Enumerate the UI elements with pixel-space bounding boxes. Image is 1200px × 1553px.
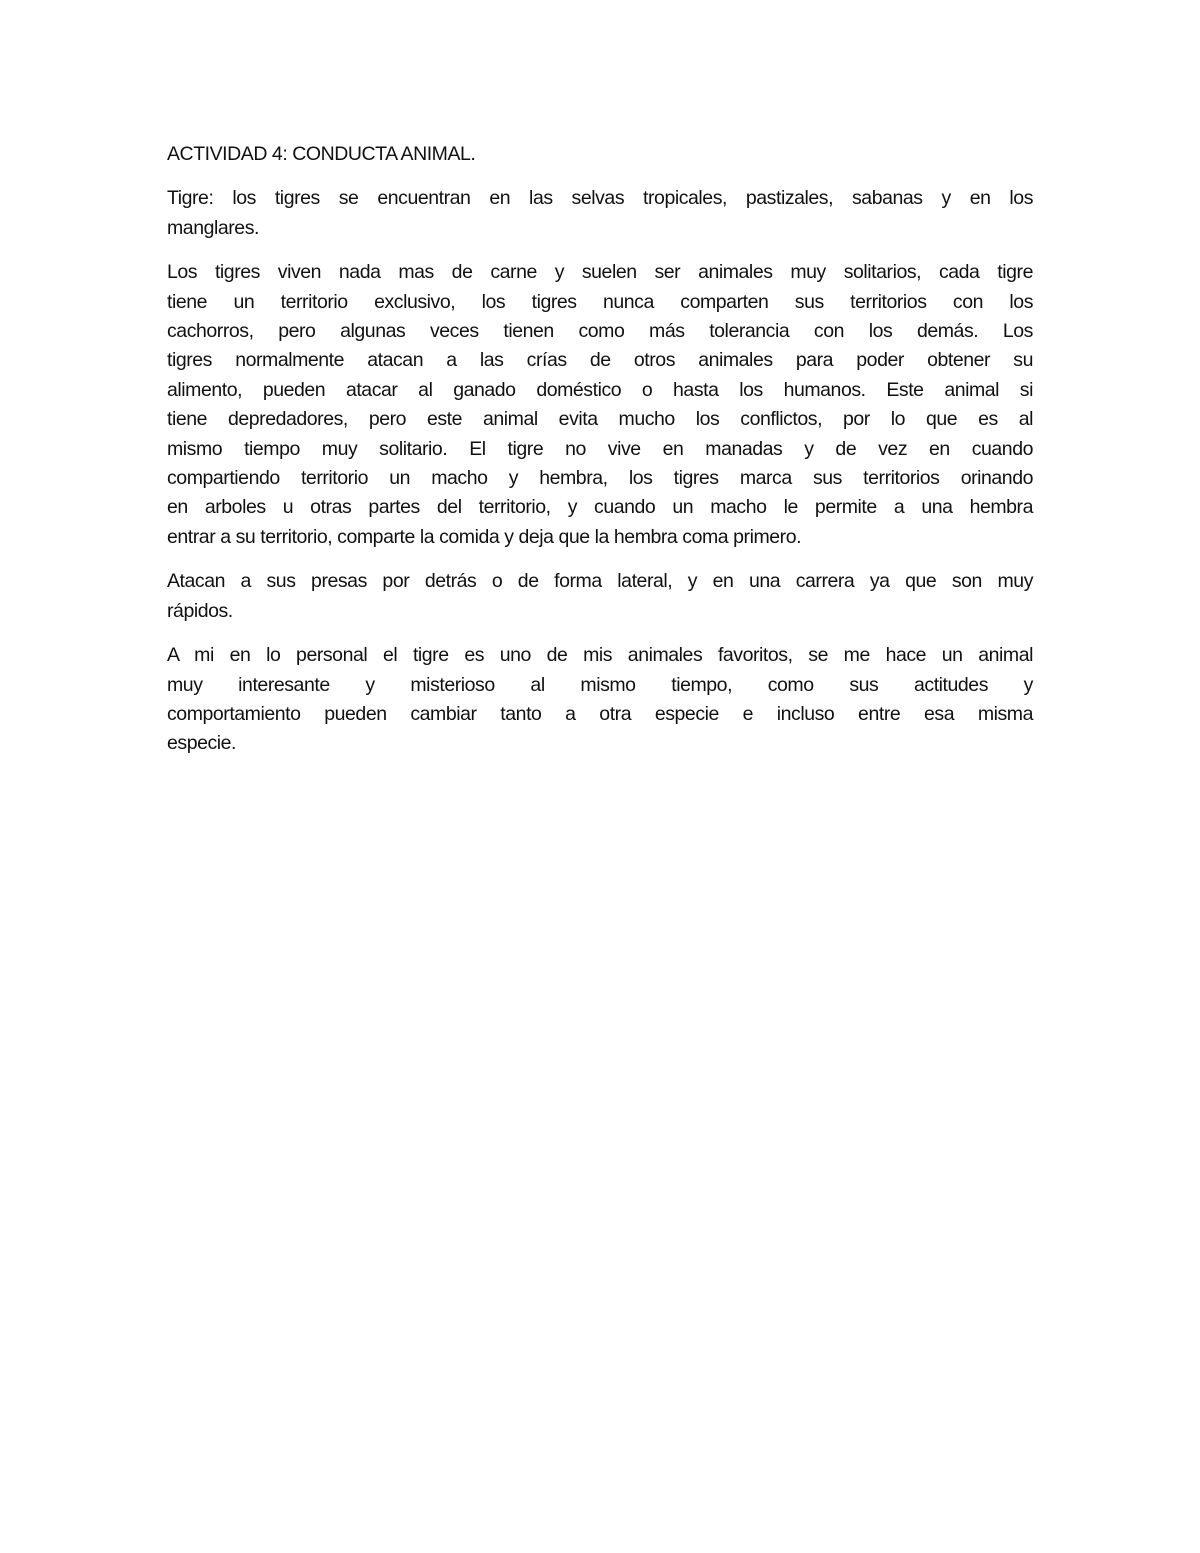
paragraph — [167, 184, 1033, 243]
text-line: especie. — [167, 732, 237, 755]
text-line: tiene depredadores, pero este animal evita mucho los conflictos, por lo que es al — [167, 408, 1033, 431]
document-page — [167, 140, 1033, 774]
document-title: ACTIVIDAD 4: CONDUCTA ANIMAL. — [167, 143, 476, 165]
text-line: cachorros, pero algunas veces tienen como más tolerancia con los demás. Los — [167, 320, 1033, 343]
text-line: entrar a su territorio, comparte la comida y deja que la hembra coma primero. — [167, 525, 802, 548]
text-line: mismo tiempo muy solitario. El tigre no vive en manadas y de vez en cuando — [167, 437, 1033, 460]
text-line: Atacan a sus presas por detrás o de forma lateral, y en una carrera ya que son muy — [167, 570, 1033, 593]
text-line: Los tigres viven nada mas de carne y suelen ser animales muy solitarios, cada tigre — [167, 261, 1033, 284]
text-line: tigres normalmente atacan a las crías de otros animales para poder obtener su — [167, 349, 1033, 372]
text-line: compartiendo territorio un macho y hembra, los tigres marca sus territorios orinando — [167, 467, 1033, 490]
text-line: comportamiento pueden cambiar tanto a otra especie e incluso entre esa misma — [167, 702, 1033, 725]
text-line: A mi en lo personal el tigre es uno de mis animales favoritos, se me hace un animal — [167, 644, 1033, 667]
paragraph — [167, 567, 1033, 626]
text-line: alimento, pueden atacar al ganado doméstico o hasta los humanos. Este animal si — [167, 378, 1033, 401]
text-line: en arboles u otras partes del territorio, y cuando un macho le permite a una hembra — [167, 496, 1033, 519]
text-line: Tigre: los tigres se encuentran en las selvas tropicales, pastizales, sabanas y en los — [167, 187, 1033, 210]
text-line: manglares. — [167, 216, 259, 239]
paragraph — [167, 258, 1033, 552]
paragraph — [167, 641, 1033, 759]
document-body — [167, 184, 1033, 758]
text-line: muy interesante y misterioso al mismo tiempo, como sus actitudes y — [167, 673, 1033, 696]
text-line: tiene un territorio exclusivo, los tigres nunca comparten sus territorios con los — [167, 290, 1033, 313]
text-line: rápidos. — [167, 599, 233, 622]
